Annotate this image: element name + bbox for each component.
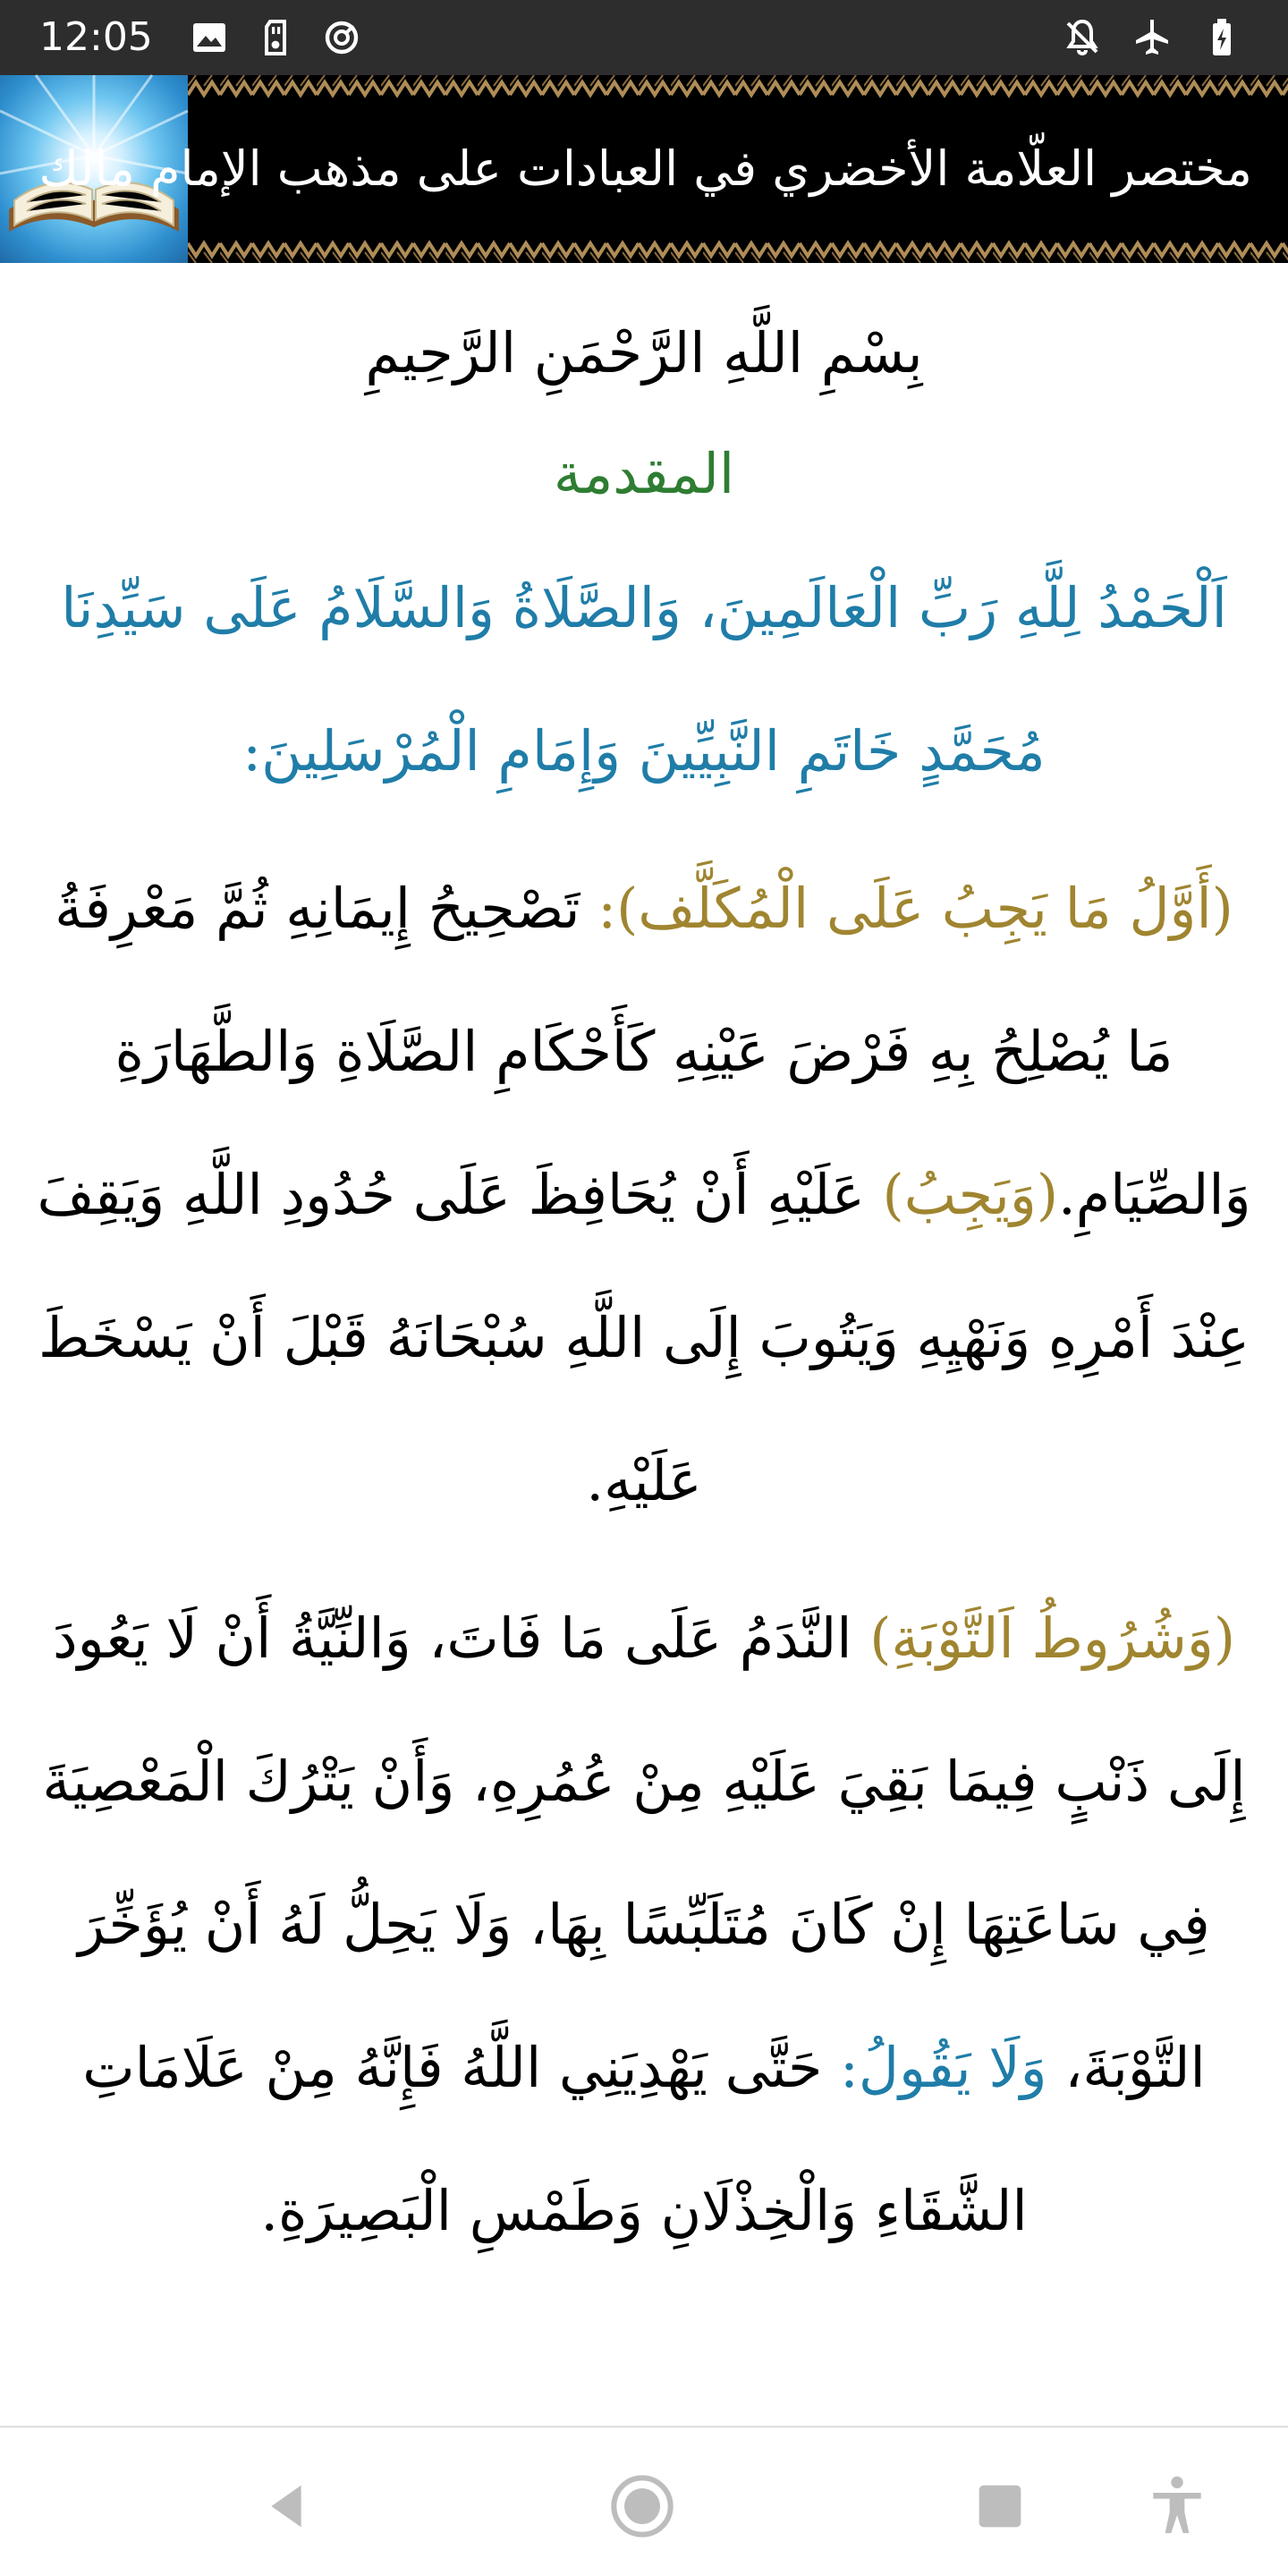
home-button[interactable]	[606, 2470, 678, 2542]
paragraph-heading: وَلَا يَقُولُ:	[840, 2035, 1047, 2100]
section-title: المقدمة	[553, 441, 735, 506]
app-title: مختصر العلّامة الأخضري في العبادات على مذهب الإمام مالك	[38, 140, 1252, 197]
battery-charging-icon	[1200, 16, 1243, 59]
home-icon	[606, 2470, 678, 2542]
paragraph-heading: (أَوَّلُ مَا يَجِبُ عَلَى الْمُكَلَّف):	[597, 876, 1233, 941]
image-icon	[188, 16, 231, 59]
status-time: 12:05	[39, 14, 153, 60]
sync-icon	[320, 16, 363, 59]
navigation-bar	[0, 2428, 1288, 2576]
status-left-icons	[188, 16, 363, 59]
paragraph-text: النَّدَمُ عَلَى مَا فَاتَ، وَالنِّيَّةُ أَنْ لَا يَعُودَ إِلَى ذَنْبٍ فِيمَا بَقِيَ عَلَيْهِ مِنْ عُمُرِهِ، وَأَنْ يَتْرُكَ الْمَعْصِيَةَ فِي سَاعَتِهَا إِنْ كَانَ مُتَلَبِّسًا بِهَا، وَلَا يَحِلُّ لَهُ أَنْ يُؤَخِّرَ التَّوْبَةَ،	[42, 1606, 1246, 2100]
content-area[interactable]	[27, 295, 1261, 2283]
notifications-off-icon	[1061, 16, 1104, 59]
status-bar	[0, 0, 1288, 75]
accessibility-button[interactable]	[1141, 2470, 1213, 2542]
paragraph-repentance	[27, 1567, 1261, 2283]
recents-icon	[964, 2470, 1036, 2542]
basmala: بِسْمِ اللَّهِ الرَّحْمَنِ الرَّحِيمِ	[365, 320, 923, 386]
paragraph-heading: (وَيَجِبُ)	[882, 1162, 1059, 1227]
status-right-icons	[1061, 16, 1243, 59]
airplane-mode-icon	[1131, 16, 1174, 59]
recents-button[interactable]	[964, 2470, 1036, 2542]
paragraph-text: حَتَّى يَهْدِيَنِي اللَّهُ فَإِنَّهُ مِنْ عَلَامَاتِ الشَّقَاءِ وَالْخِذْلَانِ وَطَمْسِ الْبَصِيرَةِ.	[82, 2035, 1028, 2243]
paragraph-text: تَصْحِيحُ إِيمَانِهِ ثُمَّ مَعْرِفَةُ مَا يُصْلِحُ بِهِ فَرْضَ عَيْنِهِ كَأَحْكَامِ الصَّلَاةِ وَالطَّهَارَةِ وَالصِّيَامِ.	[55, 876, 1251, 1227]
paragraph-obligations	[27, 837, 1261, 1553]
back-icon	[250, 2470, 322, 2542]
back-button[interactable]	[250, 2470, 322, 2542]
intro-paragraph: اَلْحَمْدُ لِلَّهِ رَبِّ الْعَالَمِينَ، وَالصَّلَاةُ وَالسَّلَامُ عَلَى سَيِّدِنَا مُحَمَّدٍ خَاتَمِ النَّبِيِّينَ وَإِمَامِ الْمُرْسَلِينَ:	[61, 575, 1227, 784]
header-pattern-top	[188, 75, 1288, 100]
accessibility-icon	[1141, 2470, 1213, 2542]
app-header	[0, 75, 1288, 263]
sd-card-icon	[254, 16, 297, 59]
paragraph-text: عَلَيْهِ أَنْ يُحَافِظَ عَلَى حُدُودِ اللَّهِ وَيَقِفَ عِنْدَ أَمْرِهِ وَنَهْيِهِ وَيَتُوبَ إِلَى اللَّهِ سُبْحَانَهُ قَبْلَ أَنْ يَسْخَطَ عَلَيْهِ.	[37, 1162, 1250, 1513]
header-pattern-bottom	[188, 238, 1288, 263]
paragraph-heading: (وَشُرُوطُ اَلتَّوْبَةِ)	[869, 1606, 1236, 1671]
